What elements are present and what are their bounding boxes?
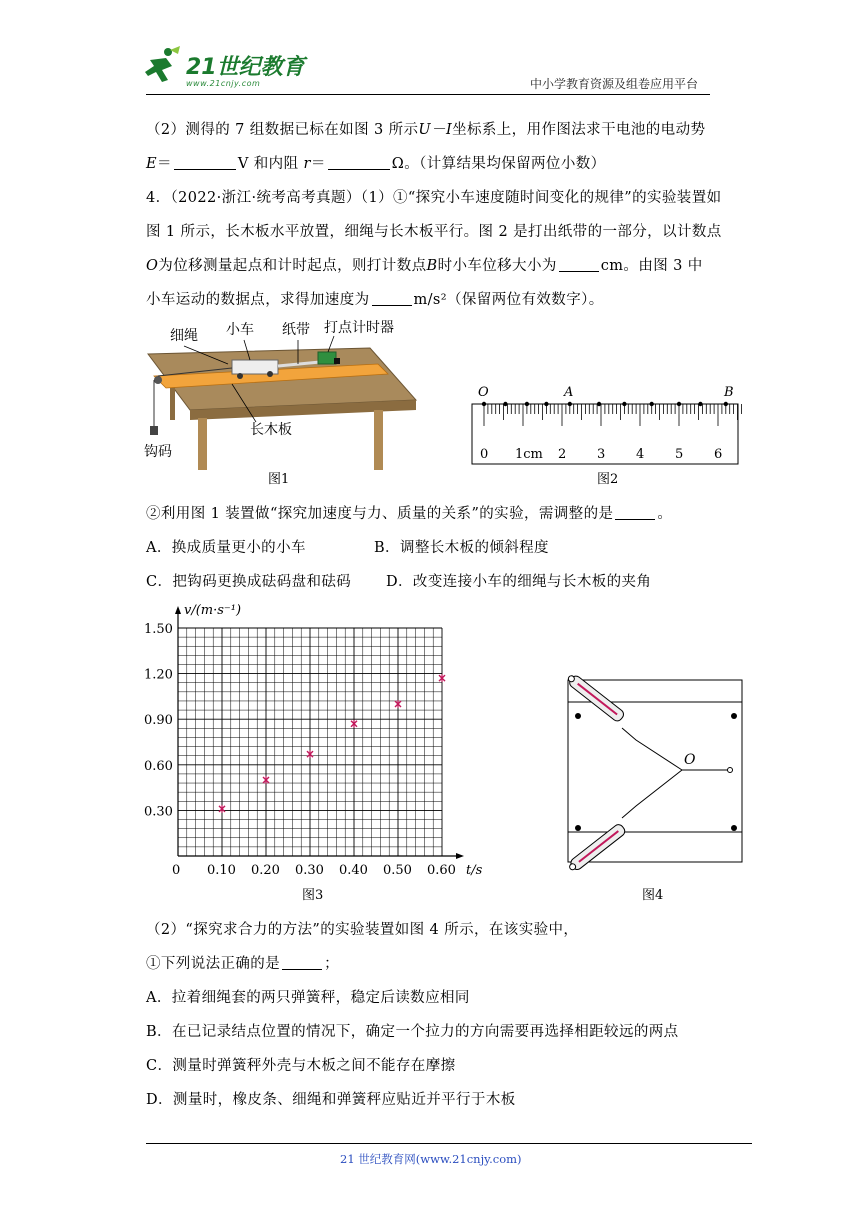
q4-line2: 图 1 所示，长木板水平放置，细绳与长木板平行。图 2 是打出纸带的一部分，以计数点 xyxy=(146,224,722,240)
figure-4-caption: 图4 xyxy=(642,888,664,903)
logo-text: 21世纪教育 xyxy=(186,55,305,80)
origin-label: 0 xyxy=(172,863,181,878)
point-label-O-fig4: O xyxy=(684,752,696,768)
q4-line1: 4．（2022·浙江·统考高考真题）（1）①“探究小车速度随时间变化的规律”的实验装置如 xyxy=(146,190,722,206)
data-point xyxy=(439,674,445,682)
point-label-A: A xyxy=(564,385,574,400)
figure-3-caption: 图3 xyxy=(302,888,324,903)
answer-blank-acceleration[interactable] xyxy=(372,291,412,306)
ruler-number: 2 xyxy=(558,447,567,462)
part2-option-A[interactable]: A．拉着细绳套的两只弹簧秤，稳定后读数应相同 xyxy=(146,990,470,1006)
part2-option-C[interactable]: C．测量时弹簧秤外壳与木板之间不能存在摩擦 xyxy=(146,1058,456,1074)
y-tick-label: 0.60 xyxy=(144,758,173,774)
table-leg xyxy=(198,418,207,470)
tape-dot xyxy=(650,402,654,406)
q4-sub2-text: ②利用图 1 装置做“探究加速度与力、质量的关系”的实验，需调整的是 xyxy=(146,506,614,522)
part2-option-D[interactable]: D．测量时，橡皮条、细绳和弹簧秤应贴近并平行于木板 xyxy=(146,1092,516,1108)
q3-var-ui: U－I xyxy=(418,122,453,138)
x-axis-label: t/s xyxy=(466,863,483,878)
footer-text: 21 世纪教育网(www.21cnjy.com) xyxy=(340,1152,522,1166)
ruler-number: 6 xyxy=(714,447,723,462)
q3-unit2: Ω。（计算结果均保留两位小数） xyxy=(391,156,606,172)
x-axis-arrow xyxy=(456,853,464,859)
tape-dot xyxy=(622,402,626,406)
y-tick-labels xyxy=(144,622,173,819)
y-tick-label: 0.30 xyxy=(144,804,173,820)
tape-dot xyxy=(724,402,728,406)
label-board: 长木板 xyxy=(250,422,292,438)
figure-4-apparatus xyxy=(556,670,756,880)
table-leg xyxy=(374,410,383,470)
x-tick-label: 0.20 xyxy=(251,863,280,878)
q4-part2-q-end: ； xyxy=(324,956,340,972)
runner-logo-icon xyxy=(140,46,184,86)
header-divider xyxy=(146,94,710,95)
q4-sub2-end: 。 xyxy=(657,506,673,522)
figure-2-caption: 图2 xyxy=(597,472,619,487)
ruler-number: 0 xyxy=(480,447,489,462)
logo-url: www.21cnjy.com xyxy=(186,79,261,88)
y-tick-label: 1.50 xyxy=(144,622,173,637)
q3-r: r xyxy=(303,156,311,172)
q4-B: B xyxy=(426,258,438,274)
x-tick-label: 0.30 xyxy=(295,863,324,878)
timer-base xyxy=(334,358,340,364)
pin-icon xyxy=(731,825,737,831)
part2-option-B[interactable]: B．在已记录结点位置的情况下，确定一个拉力的方向需要再选择相距较远的两点 xyxy=(146,1024,679,1040)
ticker-timer-icon xyxy=(318,352,336,364)
data-point xyxy=(219,805,225,813)
q3-text-b: 坐标系上，用作图法求干电池的电动势 xyxy=(452,122,706,138)
point-label-B: B xyxy=(724,385,734,400)
y-axis-arrow xyxy=(175,606,181,614)
tape-dot xyxy=(597,402,601,406)
label-timer: 打点计时器 xyxy=(324,320,394,336)
figure-2-ruler xyxy=(468,380,744,470)
q3-eq2: ＝ xyxy=(310,156,326,172)
q4-line3-c: cm。由图 3 中 xyxy=(600,258,703,274)
ruler-number: 5 xyxy=(675,447,684,462)
chart-axes xyxy=(175,606,464,859)
q3-eq: ＝ xyxy=(157,156,172,172)
pin-icon xyxy=(731,713,737,719)
header-logo xyxy=(140,44,320,94)
header-right-text: 中小学教育资源及组卷应用平台 xyxy=(530,77,699,91)
data-point xyxy=(307,750,313,758)
q3-text-a: （2）测得的 7 组数据已标在如图 3 所示 xyxy=(146,122,419,138)
q3-line1 xyxy=(146,118,705,139)
chart-grid xyxy=(178,628,442,856)
y-axis-label: v/(m·s⁻¹) xyxy=(184,603,242,618)
q4-part2-q-text: ①下列说法正确的是 xyxy=(146,956,281,972)
ruler-number: 4 xyxy=(636,447,645,462)
q4-line3 xyxy=(146,254,703,275)
answer-blank-sub2[interactable] xyxy=(615,505,655,520)
q4-O: O xyxy=(146,258,159,274)
q4-line3-b: 时小车位移大小为 xyxy=(437,258,557,274)
x-tick-label: 0.10 xyxy=(207,863,236,878)
y-tick-label: 0.90 xyxy=(144,713,173,729)
string-loop-icon xyxy=(728,768,733,773)
data-point xyxy=(351,720,357,728)
hook-weight-icon xyxy=(150,426,158,435)
label-car: 小车 xyxy=(226,322,254,338)
answer-blank-E[interactable] xyxy=(174,155,236,170)
answer-blank-displacement[interactable] xyxy=(559,257,599,272)
figure-3-chart xyxy=(140,598,483,888)
option-D[interactable]: D．改变连接小车的细绳与长木板的夹角 xyxy=(386,574,652,590)
tape-dot xyxy=(568,402,572,406)
figure-1-apparatus xyxy=(140,318,430,488)
cart-wheel xyxy=(267,371,273,377)
option-B[interactable]: B．调整长木板的倾斜程度 xyxy=(374,540,549,556)
figure-1-caption: 图1 xyxy=(268,472,290,487)
option-C[interactable]: C．把钩码更换成砝码盘和砝码 xyxy=(146,574,352,590)
q3-line2 xyxy=(146,152,606,173)
answer-blank-r[interactable] xyxy=(328,155,390,170)
answer-blank-part2[interactable] xyxy=(282,955,322,970)
q4-line3-a: 为位移测量起点和计时起点，则打计数点 xyxy=(158,258,427,274)
pin-icon xyxy=(575,713,581,719)
q4-sub2 xyxy=(146,502,672,523)
ruler-number: 1cm xyxy=(515,447,543,462)
q4-line4-b: m/s²（保留两位有效数字）。 xyxy=(413,292,604,308)
q4-part2-q xyxy=(146,952,339,973)
label-tape: 纸带 xyxy=(282,322,310,338)
tape-dot xyxy=(482,402,486,406)
option-A[interactable]: A．换成质量更小的小车 xyxy=(146,540,306,556)
tape-dot xyxy=(544,402,548,406)
label-hook: 钩码 xyxy=(144,444,172,460)
point-label-O: O xyxy=(478,385,489,400)
x-tick-label: 0.50 xyxy=(383,863,412,878)
tape-dot xyxy=(525,402,529,406)
x-tick-label: 0.60 xyxy=(427,863,456,878)
data-point xyxy=(395,700,401,708)
pulley-icon xyxy=(154,376,162,384)
tape-dot xyxy=(503,402,507,406)
label-rope: 细绳 xyxy=(170,328,198,344)
q3-E: E xyxy=(146,156,157,172)
footer-divider xyxy=(146,1143,752,1144)
q3-unit1: V 和内阻 xyxy=(237,156,299,172)
ruler-number: 3 xyxy=(597,447,606,462)
x-tick-labels xyxy=(207,863,456,878)
y-tick-label: 1.20 xyxy=(144,667,173,683)
x-tick-label: 0.40 xyxy=(339,863,368,878)
tape-dot xyxy=(698,402,702,406)
pin-icon xyxy=(575,825,581,831)
q4-line4-a: 小车运动的数据点，求得加速度为 xyxy=(146,292,370,308)
cart-wheel xyxy=(237,373,243,379)
q4-part2: （2）“探究求合力的方法”的实验装置如图 4 所示，在该实验中， xyxy=(146,922,579,938)
board-frame xyxy=(568,680,742,862)
tape-dot xyxy=(677,402,681,406)
q4-line4 xyxy=(146,288,604,309)
data-point xyxy=(263,776,269,784)
